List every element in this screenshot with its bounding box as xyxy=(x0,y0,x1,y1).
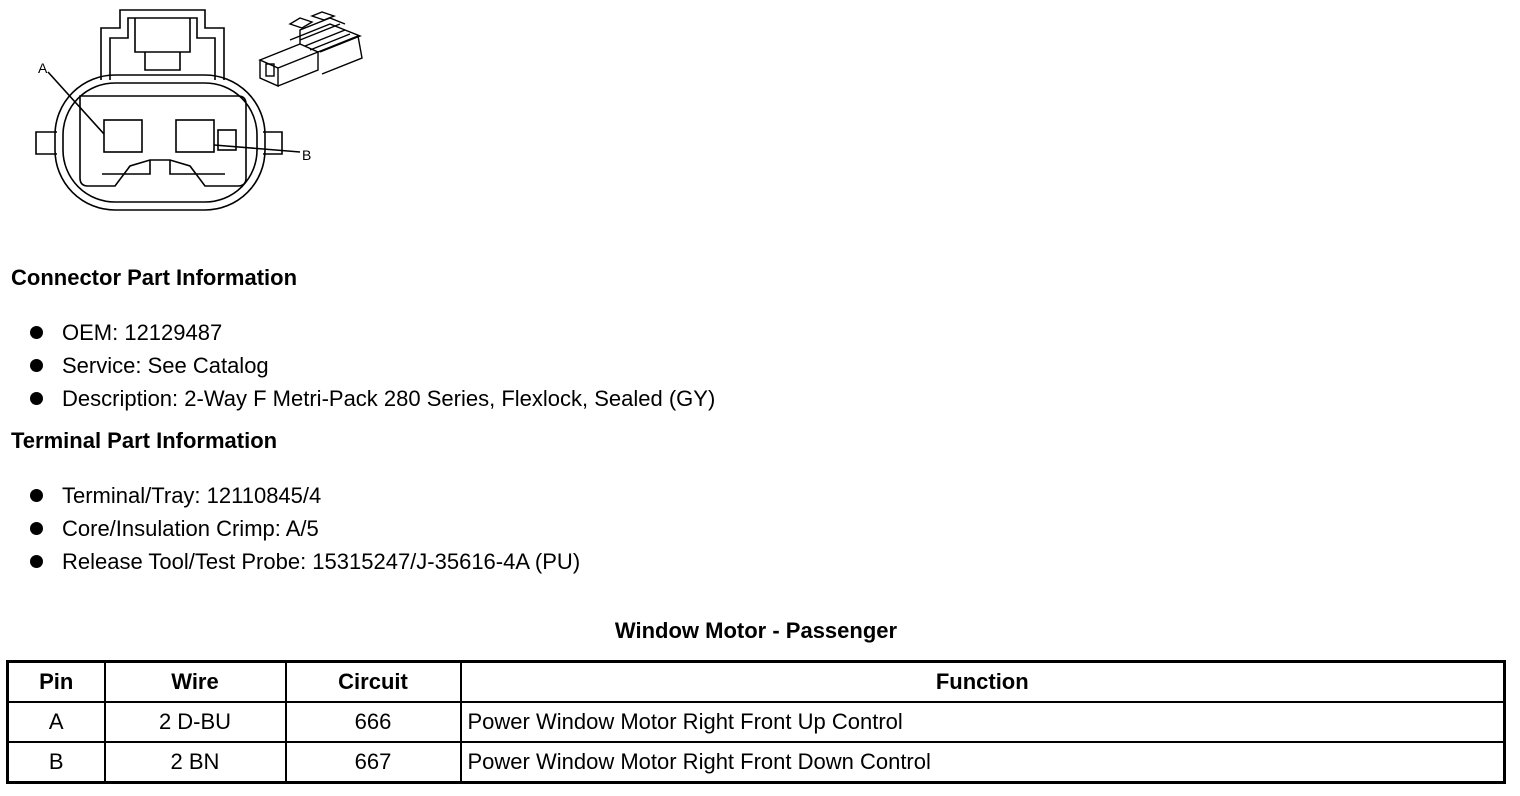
bullet-icon xyxy=(30,359,43,372)
list-item xyxy=(28,512,580,545)
list-item xyxy=(28,382,715,415)
column-header-circuit: Circuit xyxy=(286,662,461,703)
connector-isometric-icon xyxy=(260,12,362,86)
list-item xyxy=(28,479,580,512)
list-item xyxy=(28,316,715,349)
terminal-part-heading: Terminal Part Information xyxy=(11,428,278,453)
list-item xyxy=(28,545,580,578)
list-item-text: Terminal/Tray: 12110845/4 xyxy=(62,483,322,508)
table-row xyxy=(8,702,1505,742)
terminal-part-list xyxy=(28,479,580,578)
pin-table xyxy=(6,660,1506,784)
list-item-text: Description: 2-Way F Metri-Pack 280 Series, Flexlock, Sealed (GY) xyxy=(62,386,716,411)
pin-cell: B xyxy=(8,742,105,783)
bullet-icon xyxy=(30,555,43,568)
cavity-a-label: A xyxy=(38,60,48,76)
wire-cell: 2 BN xyxy=(105,742,286,783)
bullet-icon xyxy=(30,392,43,405)
list-item-text: Core/Insulation Crimp: A/5 xyxy=(62,516,319,541)
list-item-text: Service: See Catalog xyxy=(62,353,269,378)
list-item-text: OEM: 12129487 xyxy=(62,320,223,345)
table-title: Window Motor - Passenger xyxy=(614,618,898,643)
bullet-icon xyxy=(30,522,43,535)
column-header-function: Function xyxy=(461,662,1505,703)
connector-face-drawing xyxy=(0,0,400,230)
connector-part-heading: Connector Part Information xyxy=(11,265,298,290)
wire-cell: 2 D-BU xyxy=(105,702,286,742)
table-row xyxy=(8,742,1505,783)
list-item xyxy=(28,349,715,382)
bullet-icon xyxy=(30,489,43,502)
circuit-cell: 667 xyxy=(286,742,461,783)
cavity-b-label: B xyxy=(302,147,312,163)
column-header-wire: Wire xyxy=(105,662,286,703)
bullet-icon xyxy=(30,326,43,339)
connector-part-list xyxy=(28,316,715,415)
function-cell: Power Window Motor Right Front Down Control xyxy=(461,742,1505,783)
table-header-row xyxy=(8,662,1505,703)
circuit-cell: 666 xyxy=(286,702,461,742)
column-header-pin: Pin xyxy=(8,662,105,703)
list-item-text: Release Tool/Test Probe: 15315247/J-35616-4A (PU) xyxy=(62,549,581,574)
function-cell: Power Window Motor Right Front Up Control xyxy=(461,702,1505,742)
pin-cell: A xyxy=(8,702,105,742)
connector-diagram xyxy=(0,0,400,230)
